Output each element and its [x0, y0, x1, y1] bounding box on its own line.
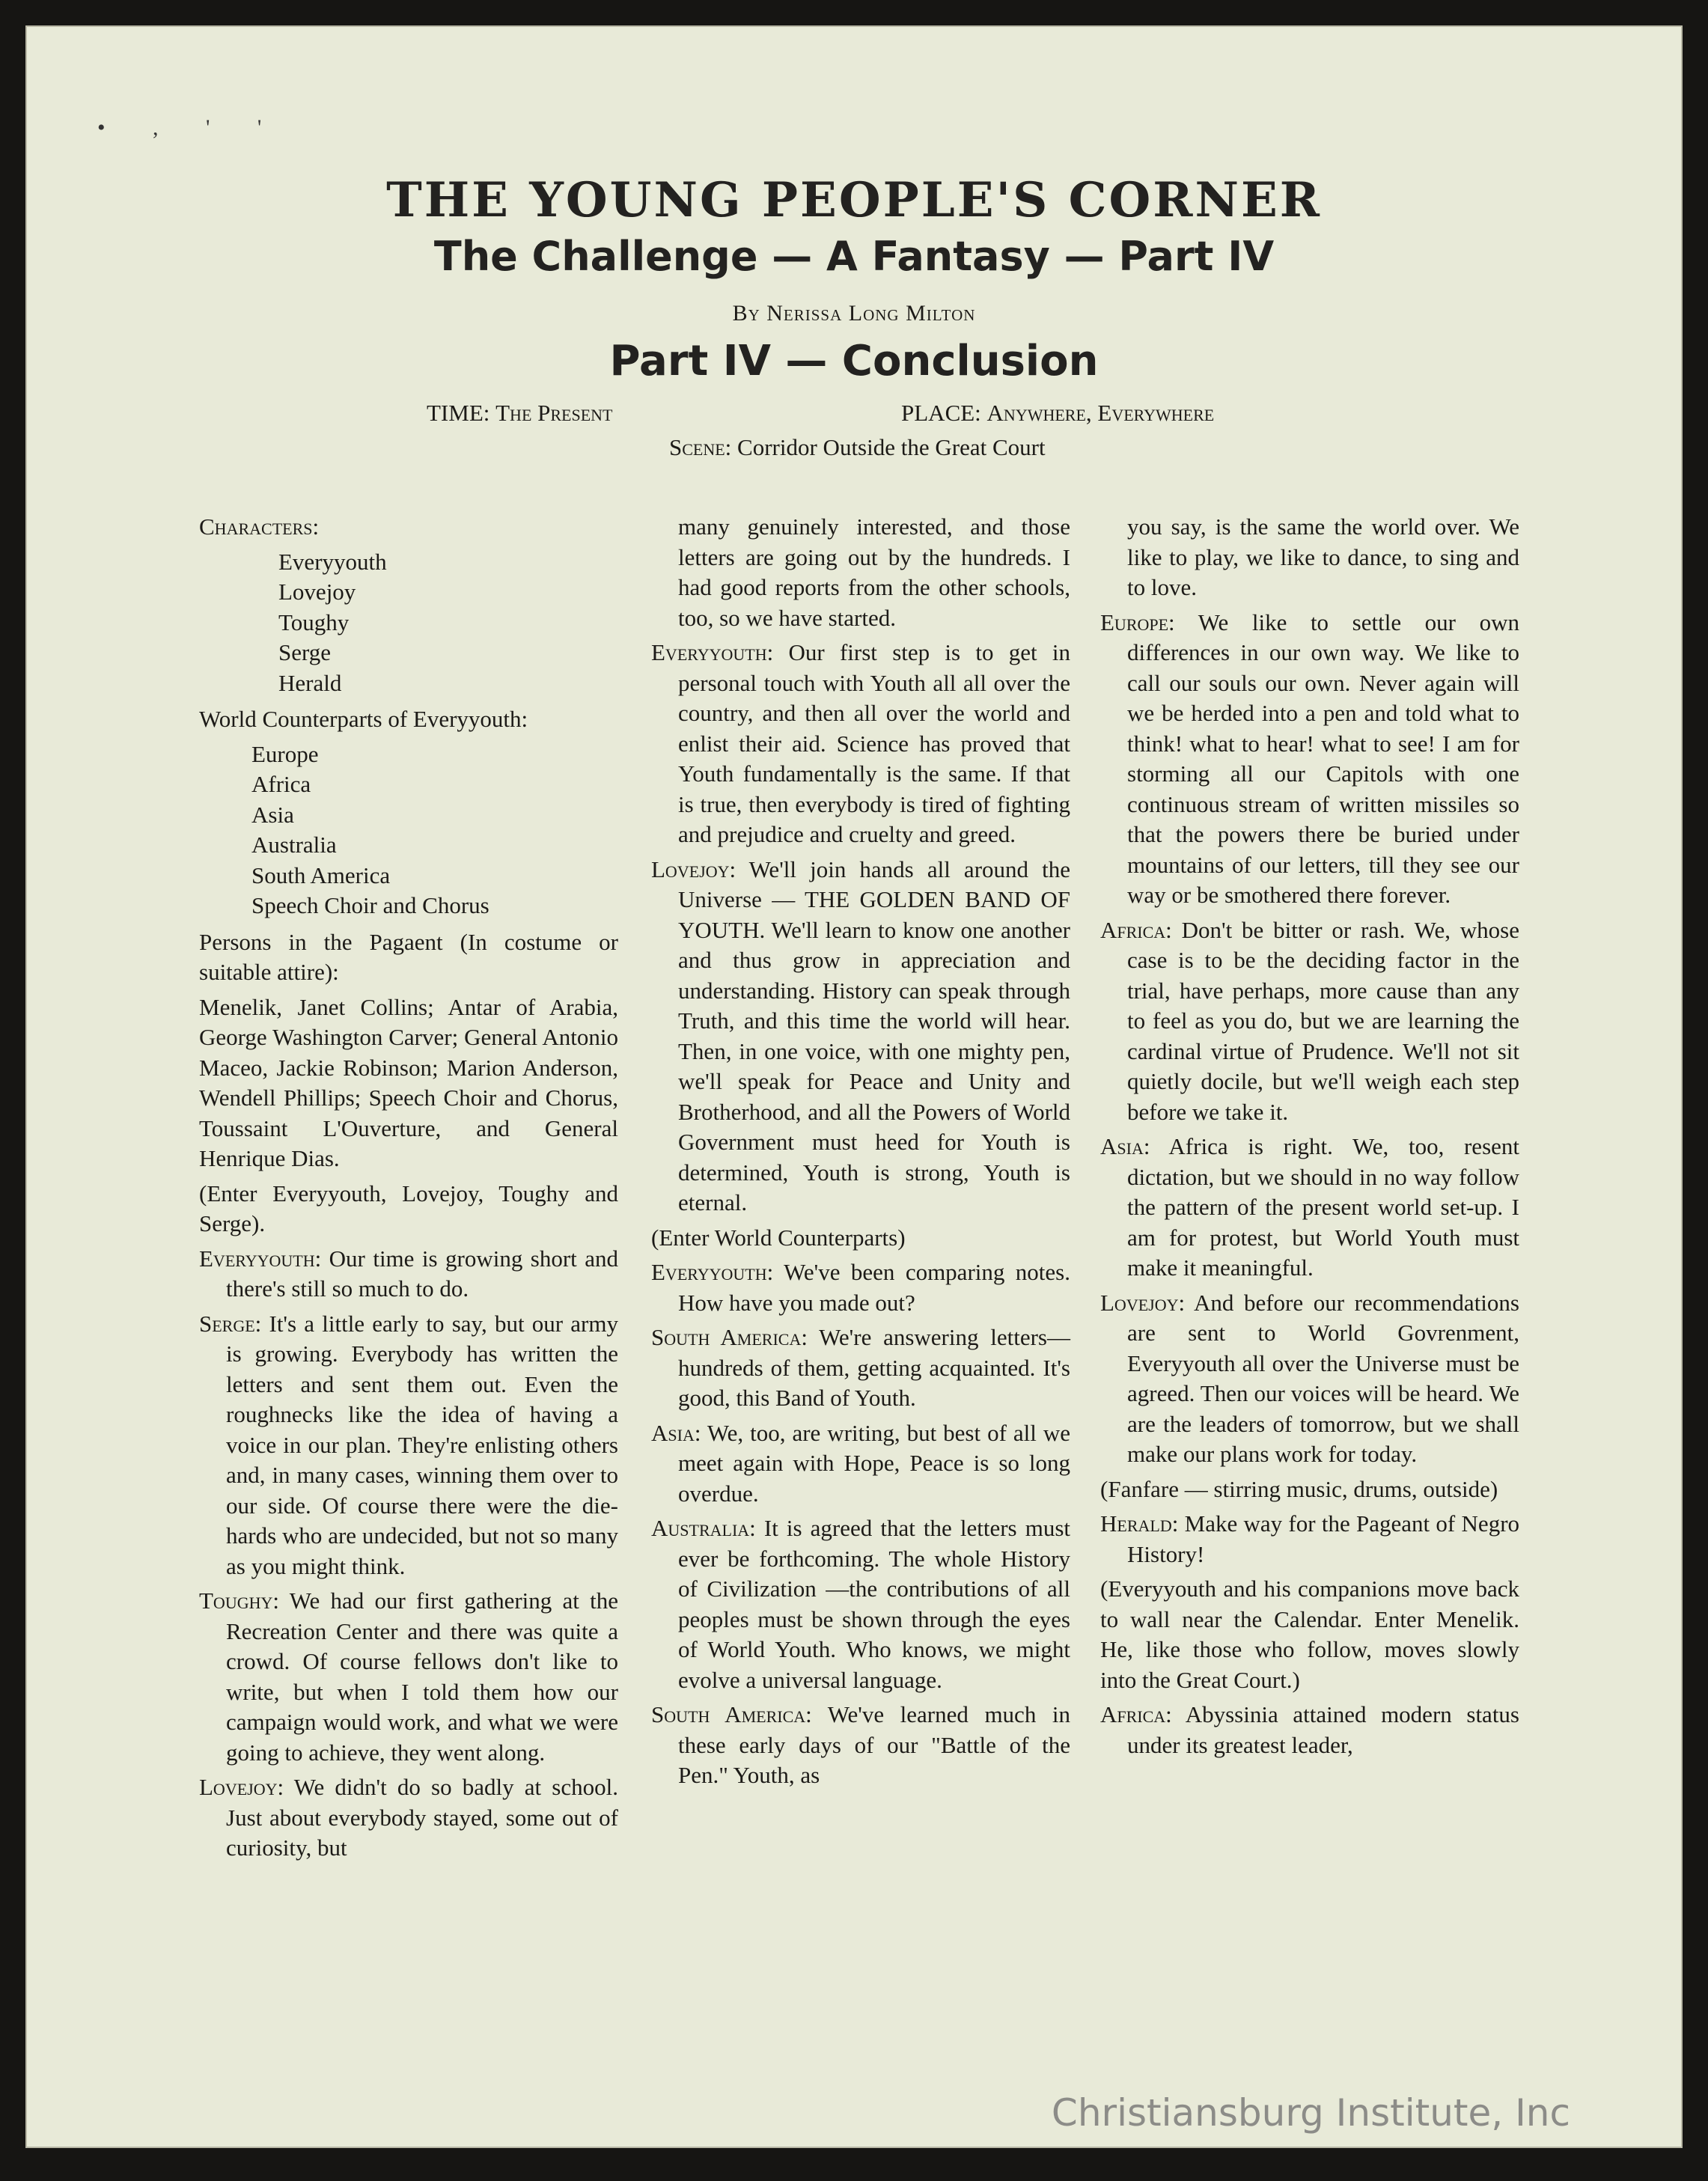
pageant-intro: Persons in the Pagaent (In costume or suitable attire): — [199, 928, 618, 985]
masthead — [25, 172, 1683, 385]
speech: We, too, are writing, but best of all we meet again with Hope, Peace is so long overdue. — [678, 1419, 1070, 1507]
dialogue-line — [199, 1244, 618, 1305]
document-page — [25, 25, 1683, 2148]
speaker: Asia: — [1100, 1133, 1150, 1159]
stage-direction: (Everyyouth and his companions move back to wall near the Calendar. Enter Menelik. He, like those who follow, moves slowly into the Great Court.) — [1100, 1575, 1519, 1693]
place-value: Anywhere, Everywhere — [986, 400, 1215, 426]
character-item: Serge — [278, 639, 332, 665]
world-item: South America — [251, 861, 391, 888]
world-item: Australia — [251, 832, 337, 858]
dialogue-line — [199, 1309, 618, 1582]
speech: Don't be bitter or rash. We, whose case is to be the deciding factor in the trial, have perhaps, more cause than any to feel as you do, but we are learning the cardinal virtue of Prudence. We'll not sit quietly docile, but we'll weigh each step before we take it. — [1127, 916, 1520, 1125]
byline: By Nerissa Long Milton — [732, 301, 976, 326]
speaker: Everyyouth: — [651, 1259, 774, 1285]
column-2 — [651, 512, 1070, 1796]
pageant-list: Menelik, Janet Collins; Antar of Arabia, George Washington Carver; General Antonio Maceo, Jackie Robinson; Marion Anderson, Wendell Phillips; Speech Choir and Chorus, Toussaint L'Ouverture, and General Henrique Dias. — [199, 993, 618, 1171]
world-label: World Counterparts of Everyyouth: — [199, 706, 528, 732]
character-item: Toughy — [278, 608, 350, 635]
speaker: Toughy: — [199, 1587, 279, 1614]
speaker: Everyyouth: — [651, 639, 774, 665]
dialogue-line — [1100, 1700, 1519, 1760]
dialogue-line — [1100, 1132, 1519, 1284]
characters-list — [199, 547, 618, 699]
dialogue-line — [651, 855, 1070, 1218]
dialogue-line — [199, 1772, 618, 1864]
world-item: Asia — [251, 801, 294, 828]
speech: We've been comparing notes. How have you made out? — [678, 1259, 1070, 1316]
column-3 — [1100, 512, 1519, 1765]
dialogue-line — [651, 1700, 1070, 1791]
dialogue-line — [1100, 1509, 1519, 1570]
watermark-text: Christiansburg Institute, Inc — [1051, 2091, 1570, 2135]
world-item: Africa — [251, 771, 311, 797]
speaker: Africa: — [1100, 916, 1172, 943]
dialogue-line — [651, 1323, 1070, 1414]
time-value: The Present — [495, 400, 613, 426]
characters-label: Characters: — [199, 513, 320, 540]
edge-marks: • , ' ' — [97, 115, 283, 140]
page-subtitle: The Challenge — A Fantasy — Part IV — [433, 233, 1275, 280]
speech: Make way for the Pageant of Negro History! — [1127, 1510, 1520, 1567]
place-line — [901, 400, 1214, 427]
scene-line — [669, 434, 1046, 461]
speech: We like to settle our own differences in our own way. We like to call our souls our own. Never again will we be herded into a pen and told what to think! what to hear! what to see! I am for storming all our Capitols with one continuous stream of written missiles so that the powers there be buried under mountains of our letters, till they see our way or be smothered there forever. — [1127, 608, 1519, 908]
speaker: South America: — [651, 1701, 812, 1727]
part-heading: Part IV — Conclusion — [609, 337, 1099, 385]
dialogue-line — [651, 1257, 1070, 1318]
time-label: TIME: — [427, 400, 490, 426]
time-line — [427, 400, 613, 427]
speaker: Europe: — [1100, 608, 1175, 635]
stage-direction: (Enter Everyyouth, Lovejoy, Toughy and Serge). — [199, 1180, 618, 1236]
scene-value: Corridor Outside the Great Court — [737, 434, 1046, 460]
speech: We're answering letters—hundreds of them, getting acquainted. It's good, this Band of Youth. — [678, 1324, 1070, 1411]
dialogue-line — [651, 1513, 1070, 1695]
dialogue-line — [651, 638, 1070, 850]
character-item: Herald — [278, 669, 342, 696]
dialogue-line — [1100, 1288, 1519, 1470]
column-1 — [199, 512, 618, 1868]
speaker: Africa: — [1100, 1701, 1172, 1727]
speech: Abyssinia attained modern status under its greatest leader, — [1127, 1701, 1519, 1758]
dialogue-line — [651, 1418, 1070, 1510]
speaker: Serge: — [199, 1310, 262, 1337]
place-label: PLACE: — [901, 400, 981, 426]
stage-direction: (Fanfare — stirring music, drums, outside) — [1100, 1475, 1498, 1502]
speech: And before our recommendations are sent to World Govrenment, Everyyouth all over the Universe must be agreed. Then our voices will be heard. We are the leaders of tomorrow, but we shall make our plans work for today. — [1127, 1289, 1519, 1467]
speech: Our time is growing short and there's still so much to do. — [226, 1245, 618, 1302]
continued-text: you say, is the same the world over. We like to play, we like to dance, to sing and to love. — [1127, 513, 1519, 600]
speech: We had our first gathering at the Recreation Center and there was quite a crowd. Of course fellows don't like to write, but when I told them how our campaign would work, and what we were going to achieve, they went along. — [226, 1587, 618, 1766]
dialogue-line — [1100, 915, 1519, 1128]
speech: Our first step is to get in personal touch with Youth all all over the country, and then all over the world and enlist their aid. Science has proved that Youth fundamentally is the same. If that is true, then everybody is tired of fighting and prejudice and cruelty and greed. — [678, 639, 1071, 847]
character-item: Lovejoy — [278, 579, 356, 605]
dialogue-line — [199, 1586, 618, 1768]
page-title: THE YOUNG PEOPLE'S CORNER — [386, 172, 1322, 228]
scene-label: Scene: — [669, 434, 732, 460]
speaker: South America: — [651, 1324, 808, 1350]
speech: We'll join hands all around the Universe — THE GOLDEN BAND OF YOUTH. We'll learn to know one another and thus grow in appreciation and understanding. History can speak through Truth, and this time the world will hear. Then, in one voice, with one mighty pen, we'll speak for Peace and Unity and Brotherhood, and all the Powers of World Government must heed for Youth is determined, Youth is strong, Youth is eternal. — [678, 855, 1070, 1215]
world-item: Speech Choir and Chorus — [251, 892, 489, 918]
speech: It's a little early to say, but our army is growing. Everybody has written the letters and sent them out. Even the roughnecks like the idea of having a voice in our plan. They're enlisting others and, in many cases, winning them over to our side. Of course there were the die-hards who are undecided, but not so many as you might think. — [226, 1310, 618, 1579]
speaker: Herald: — [1100, 1510, 1179, 1537]
continued-text: many genuinely interested, and those letters are going out by the hundreds. I had good reports from the other schools, too, so we have started. — [678, 513, 1070, 631]
speech: Africa is right. We, too, resent dictation, but we should in no way follow the pattern of the present world set-up. I am for protest, but World Youth must make it meaningful. — [1127, 1133, 1520, 1281]
speaker: Everyyouth: — [199, 1245, 322, 1272]
dialogue-line — [1100, 608, 1519, 911]
speaker: Australia: — [651, 1515, 756, 1541]
world-item: Europe — [251, 740, 319, 767]
speaker: Lovejoy: — [1100, 1289, 1186, 1316]
speaker: Lovejoy: — [199, 1774, 284, 1800]
speaker: Lovejoy: — [651, 855, 736, 882]
character-item: Everyyouth — [278, 548, 387, 575]
speech: We've learned much in these early days of our "Battle of the Pen." Youth, as — [678, 1701, 1070, 1788]
speech: We didn't do so badly at school. Just about everybody stayed, some out of curiosity, but — [226, 1774, 618, 1861]
world-list — [199, 739, 618, 921]
speaker: Asia: — [651, 1419, 701, 1446]
stage-direction: (Enter World Counterparts) — [651, 1224, 906, 1251]
speech: It is agreed that the letters must ever be forthcoming. The whole History of Civilization —the contributions of all peoples must be shown through the eyes of World Youth. Who knows, we might evolve a universal language. — [678, 1515, 1071, 1693]
